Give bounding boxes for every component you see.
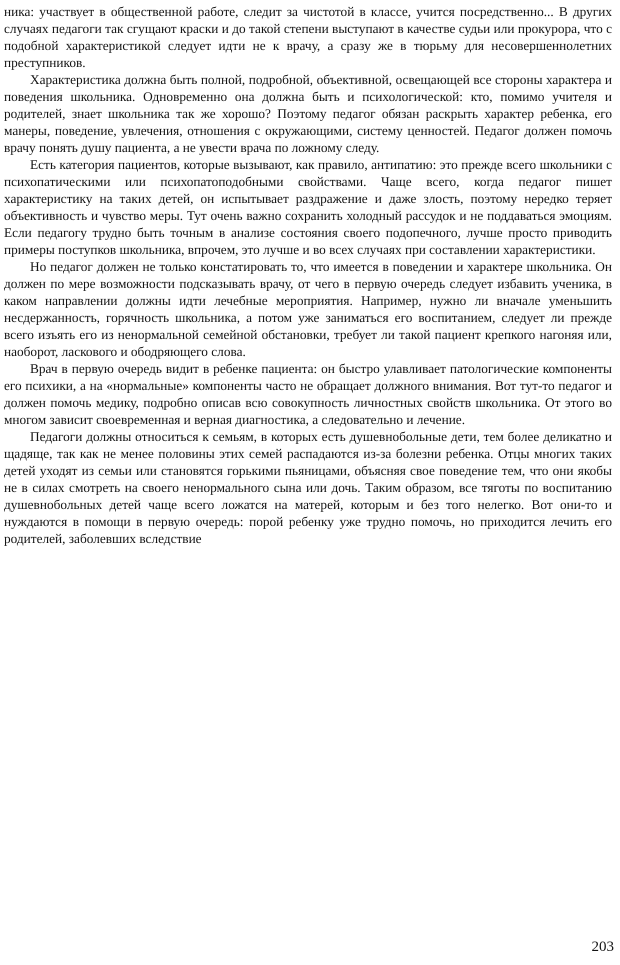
paragraph-5: Врач в первую очередь видит в ребенке пациента: он быстро улавливает патологические компоненты его психики, а на «нормальные» компоненты часто не обращает должного внимания. Вот тут-то педагог и должен помочь медику, подробно описав всю совокупность личностных свойств школьника. От этого во многом зависит своевременная и верная диагностика, а следовательно и лечение.	[4, 361, 612, 427]
book-page	[4, 3, 612, 961]
paragraph-2: Характеристика должна быть полной, подробной, объективной, освещающей все стороны характера и поведения школьника. Одновременно она должна быть и психологической: кто, помимо учителя и родителей, знает школьника так же хорошо? Поэтому педагог обязан раскрыть характер ребенка, его манеры, поведение, увлечения, отношения с окружающими, систему ценностей. Педагог должен помочь врачу понять душу пациента, а не увести врача по ложному следу.	[4, 72, 612, 155]
paragraph-3: Есть категория пациентов, которые вызывают, как правило, антипатию: это прежде всего школьники с психопатическими или психопатоподобными свойствами. Чаще всего, когда педагог пишет характеристику на таких детей, он испытывает раздражение и даже злость, поэтому нередко теряет объективность и чувство меры. Тут очень важно сохранить холодный рассудок и не поддаваться эмоциям. Если педагогу трудно быть точным в анализе состояния своего подопечного, лучше просто приводить примеры поступков школьника, впрочем, это лучше и во всех случаях при составлении характеристики.	[4, 157, 612, 257]
paragraph-1: ника: участвует в общественной работе, следит за чистотой в классе, учится посредственно... В других случаях педагоги так сгущают краски и до такой степени выступают в качестве судьи или прокурора, что с подобной характеристикой следует идти не к врачу, а сразу же в тюрьму для несовершеннолетних преступников.	[4, 4, 612, 70]
paragraph-6: Педагоги должны относиться к семьям, в которых есть душевнобольные дети, тем более деликатно и щадяще, так как не менее половины этих семей распадаются из-за болезни ребенка. Отцы многих таких детей уходят из семьи или становятся горькими пьяницами, объясняя свое поведение тем, что они якобы не в силах смотреть на своего ненормального сына или дочь. Таким образом, все тяготы по воспитанию душевнобольных детей чаще всего ложатся на матерей, которым и без того нелегко. Вот они-то и нуждаются в помощи в первую очередь: порой ребенку уже трудно помочь, но приходится лечить его родителей, заболевших вследствие	[4, 429, 612, 546]
paragraph-4: Но педагог должен не только констатировать то, что имеется в поведении и характере школьника. Он должен по мере возможности подсказывать врачу, от чего в первую очередь следует избавить ученика, в каком направлении должны идти лечебные мероприятия. Например, нужно ли вначале уменьшить несдержанность, горячность школьника, а потом уже заниматься его воспитанием, следует ли прежде всего изъять его из ненормальной семейной обстановки, требует ли такой пациент крепкого нагоняя или, наоборот, ласкового и ободряющего слова.	[4, 259, 612, 359]
page-number: 203	[591, 939, 614, 955]
